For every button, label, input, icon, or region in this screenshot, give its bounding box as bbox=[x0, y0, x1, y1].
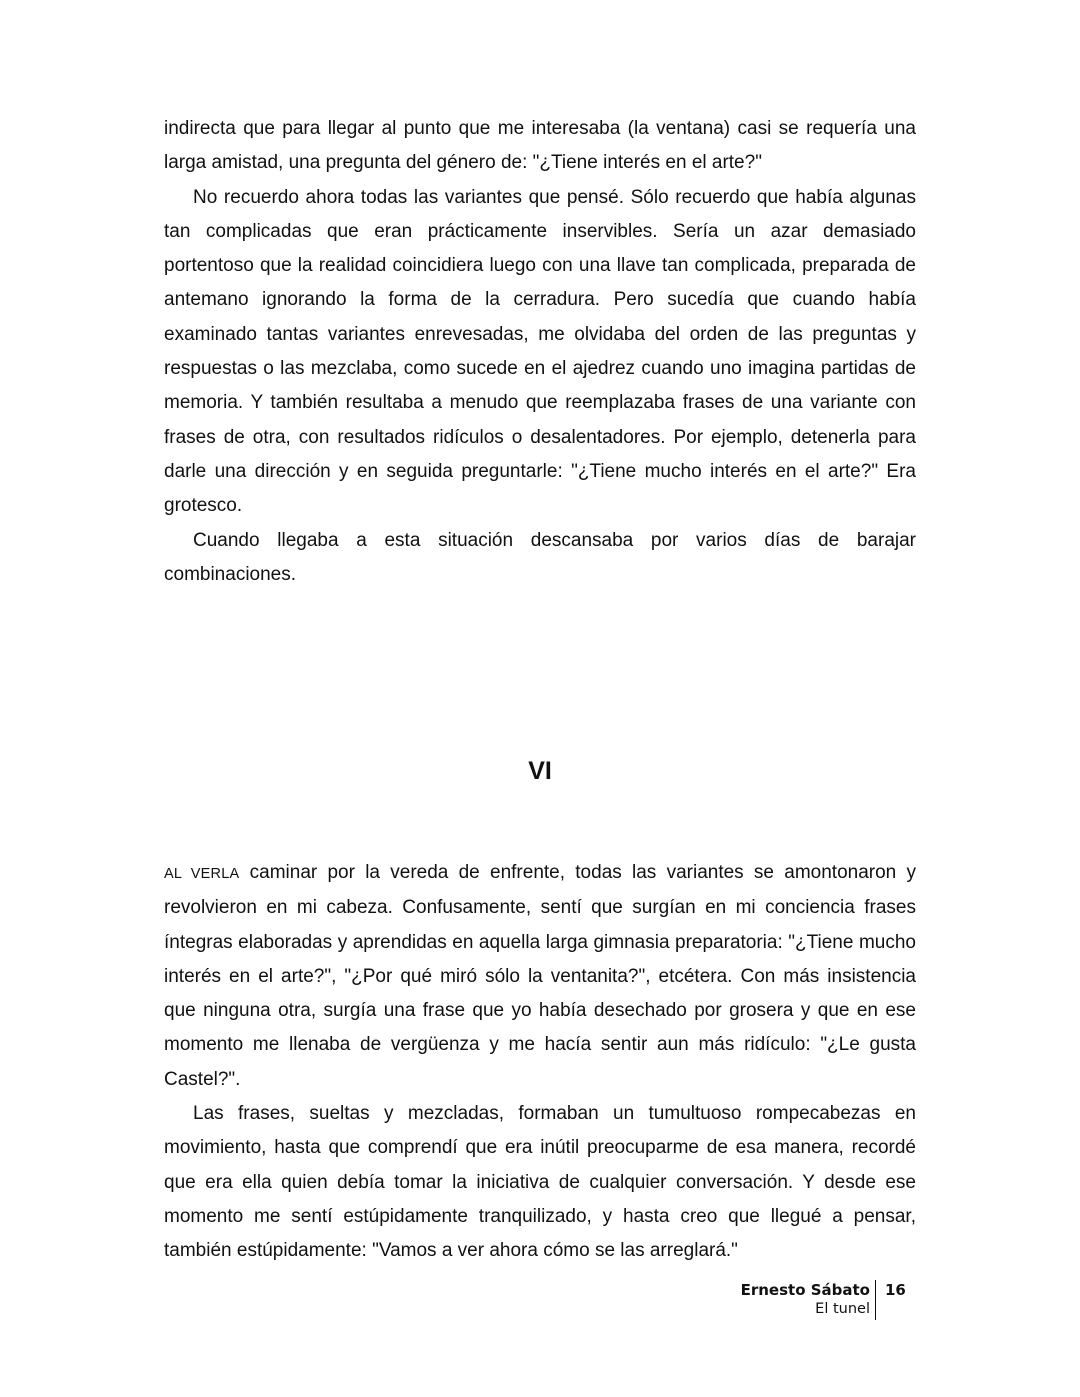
paragraph: No recuerdo ahora todas las variantes que pensé. Sólo recuerdo que había algunas tan complicadas que eran prácticamente inservibles. Sería un azar demasiado portentoso que la realidad coincidiera luego con una llave tan complicada, preparada de antemano ignorando la forma de la cerradura. Pero sucedía que cuando había examinado tantas variantes enrevesadas, me olvidaba del orden de las preguntas y respuestas o las mezclaba, como sucede en el ajedrez cuando uno imagina partidas de memoria. Y también resultaba a menudo que reemplazaba frases de una variante con frases de otra, con resultados ridículos o desalentadores. Por ejemplo, detenerla para darle una dirección y en seguida preguntarle: "¿Tiene mucho interés en el arte?" Era grotesco. bbox=[164, 186, 916, 517]
continued-text-section bbox=[164, 112, 916, 592]
paragraph-opening bbox=[164, 856, 916, 1097]
chapter-heading: VI bbox=[528, 757, 552, 785]
footer-book-title: El tunel bbox=[815, 1301, 870, 1317]
opening-smallcaps: AL VERLA bbox=[164, 866, 240, 882]
footer-author: Ernesto Sábato bbox=[740, 1281, 870, 1299]
footer-attribution bbox=[741, 1280, 876, 1320]
paragraph: indirecta que para llegar al punto que me interesaba (la ventana) casi se requería una larga amistad, una pregunta del género de: "¿Tiene interés en el arte?" bbox=[164, 118, 916, 174]
page-number: 16 bbox=[885, 1281, 906, 1299]
paragraph-text: caminar por la vereda de enfrente, todas las variantes se amontonaron y revolvieron en mi cabeza. Confusamente, sentí que surgían en mi conciencia frases íntegras elaboradas y aprendidas en aquella larga gimnasia preparatoria: "¿Tiene mucho interés en el arte?", "¿Por qué miró sólo la ventanita?", etcétera. Con más insistencia que ninguna otra, surgía una frase que yo había desechado por grosera y que en ese momento me llenaba de vergüenza y me hacía sentir aun más ridículo: "¿Le gusta Castel?". bbox=[164, 862, 916, 1090]
paragraph: Las frases, sueltas y mezcladas, formaban un tumultuoso rompecabezas en movimiento, hasta que comprendí que era inútil preocuparme de esa manera, recordé que era ella quien debía tomar la iniciativa de cualquier conversación. Y desde ese momento me sentí estúpidamente tranquilizado, y hasta creo que llegué a pensar, también estúpidamente: "Vamos a ver ahora cómo se las arreglará." bbox=[164, 1103, 916, 1262]
chapter-text-section bbox=[164, 856, 916, 1269]
page-footer bbox=[700, 1280, 940, 1320]
paragraph: Cuando llegaba a esta situación descansaba por varios días de barajar combinaciones. bbox=[164, 529, 916, 585]
